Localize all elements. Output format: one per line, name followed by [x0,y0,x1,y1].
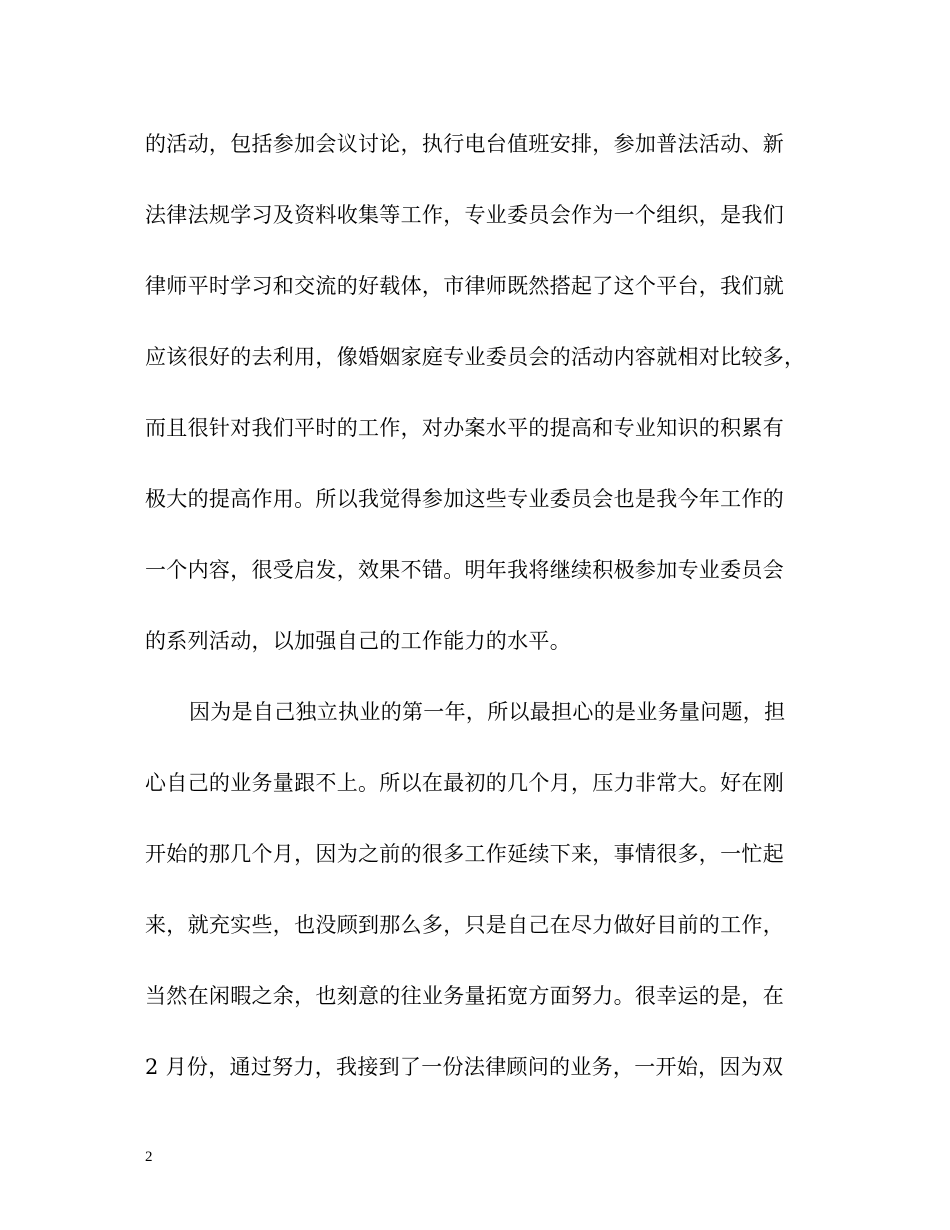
text-line: 而且很针对我们平时的工作，对办案水平的提高和专业知识的积累有 [145,416,784,440]
text-line: 一个内容，很受启发，效果不错。明年我将继续积极参加专业委员会 [145,558,784,582]
page-number: 2 [145,1149,153,1165]
text-line: 法律法规学习及资料收集等工作，专业委员会作为一个组织，是我们 [145,203,784,227]
text-line: 心自己的业务量跟不上。所以在最初的几个月，压力非常大。好在刚 [145,771,784,795]
text-line: 应该很好的去利用，像婚姻家庭专业委员会的活动内容就相对比较多， [145,345,806,369]
text-line: 的活动，包括参加会议讨论，执行电台值班安排，参加普法活动、新 [145,132,784,156]
text-line: 开始的那几个月，因为之前的很多工作延续下来，事情很多，一忙起 [145,842,784,866]
text-line: 极大的提高作用。所以我觉得参加这些专业委员会也是我今年工作的 [145,487,784,511]
paragraph-first-line: 因为是自己独立执业的第一年，所以最担心的是业务量问题，担 [189,700,786,724]
text-line: 2 月份，通过努力，我接到了一份法律顾问的业务，一开始，因为双 [145,1055,784,1079]
text-line: 来，就充实些，也没顾到那么多，只是自己在尽力做好目前的工作， [145,913,784,937]
text-line: 律师平时学习和交流的好载体，市律师既然搭起了这个平台，我们就 [145,274,784,298]
text-line: 的系列活动，以加强自己的工作能力的水平。 [145,629,571,653]
text-line: 当然在闲暇之余，也刻意的往业务量拓宽方面努力。很幸运的是，在 [145,984,784,1008]
